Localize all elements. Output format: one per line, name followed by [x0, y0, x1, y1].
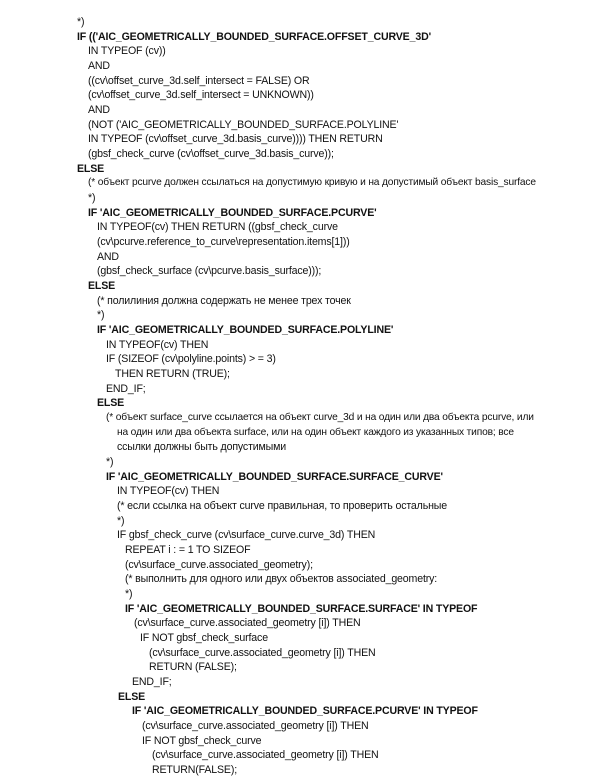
code-line: ELSE [88, 280, 116, 292]
code-line: AND [97, 250, 119, 263]
code-line: IF gbsf_check_curve (cv\surface_curve.curve_3d) THEN [117, 529, 376, 542]
code-line: ссылки должны быть допустимыми [117, 441, 287, 454]
code-line: (* полилиния должна содержать не менее трех точек [97, 294, 351, 307]
code-line: *) [125, 588, 133, 600]
code-line: (* объект surface_curve ссылается на объект curve_3d и на один или два объекта pcurve, или [106, 412, 534, 423]
code-line: IF 'AIC_GEOMETRICALLY_BOUNDED_SURFACE.PCURVE' IN TYPEOF [132, 705, 478, 718]
code-line: (cv\surface_curve.associated_geometry); [125, 558, 313, 571]
code-line: IF NOT gbsf_check_surface [140, 632, 268, 644]
code-line: ELSE [97, 397, 125, 410]
code-line: IF (SIZEOF (cv\polyline.points) > = 3) [106, 353, 276, 366]
code-line: END_IF; [132, 676, 172, 688]
code-line: AND [88, 104, 110, 116]
code-line: IN TYPEOF(cv) THEN [106, 338, 209, 351]
code-line: *) [77, 16, 85, 28]
code-line: (cv\surface_curve.associated_geometry [i]) THEN [134, 617, 361, 630]
code-line: ELSE [77, 162, 105, 175]
code-line: RETURN (FALSE); [149, 661, 237, 674]
code-line: IF 'AIC_GEOMETRICALLY_BOUNDED_SURFACE.PCURVE' [88, 206, 377, 219]
code-line: ELSE [118, 690, 146, 703]
code-line: (* выполнить для одного или двух объектов associated_geometry: [125, 573, 438, 586]
code-line: (cv\offset_curve_3d.self_intersect = UNKNOWN)) [88, 89, 314, 102]
code-line: ((cv\offset_curve_3d.self_intersect = FALSE) OR [88, 74, 310, 87]
code-line: (* объект pcurve должен ссылаться на допустимую кривую и на допустимый объект basis_surface [88, 177, 536, 189]
code-line: END_IF; [106, 382, 146, 395]
code-line: (gbsf_check_surface (cv\pcurve.basis_surface))); [97, 265, 322, 278]
code-line: IF 'AIC_GEOMETRICALLY_BOUNDED_SURFACE.POLYLINE' [97, 324, 394, 336]
code-line: IF 'AIC_GEOMETRICALLY_BOUNDED_SURFACE.SURFACE' IN TYPEOF [125, 602, 478, 615]
code-line: *) [106, 456, 114, 468]
code-line: IN TYPEOF (cv)) [88, 45, 166, 58]
code-line: *) [97, 309, 105, 322]
code-line: *) [88, 192, 96, 204]
code-line: IF NOT gbsf_check_curve [142, 734, 262, 747]
code-line: (cv\surface_curve.associated_geometry [i]) THEN [142, 720, 369, 732]
code-line: IF 'AIC_GEOMETRICALLY_BOUNDED_SURFACE.SURFACE_CURVE' [106, 470, 443, 483]
code-line: *) [117, 514, 125, 527]
code-line: IN TYPEOF (cv\offset_curve_3d.basis_curve)))) THEN RETURN [88, 133, 383, 146]
code-line: REPEAT i : = 1 TO SIZEOF [125, 544, 251, 556]
code-line: (gbsf_check_curve (cv\offset_curve_3d.basis_curve)); [88, 148, 334, 160]
code-line: IF (('AIC_GEOMETRICALLY_BOUNDED_SURFACE.OFFSET_CURVE_3D' [77, 30, 431, 43]
code-line: RETURN(FALSE); [152, 764, 238, 776]
code-line: на один или два объекта surface, или на один объект каждого из указанных типов; все [117, 426, 514, 438]
code-line: THEN RETURN (TRUE); [115, 368, 230, 380]
code-line: (* если ссылка на объект curve правильная, то проверить остальные [117, 500, 447, 512]
code-line: (cv\surface_curve.associated_geometry [i]) THEN [149, 646, 376, 659]
code-line: AND [88, 60, 110, 72]
code-line: IN TYPEOF(cv) THEN [117, 485, 220, 498]
code-line: (cv\pcurve.reference_to_curve\representation.items[1])) [97, 236, 350, 248]
code-line: IN TYPEOF(cv) THEN RETURN ((gbsf_check_curve [97, 221, 338, 234]
code-line: (cv\surface_curve.associated_geometry [i]) THEN [152, 749, 379, 762]
code-line: (NOT ('AIC_GEOMETRICALLY_BOUNDED_SURFACE.POLYLINE' [88, 118, 399, 131]
